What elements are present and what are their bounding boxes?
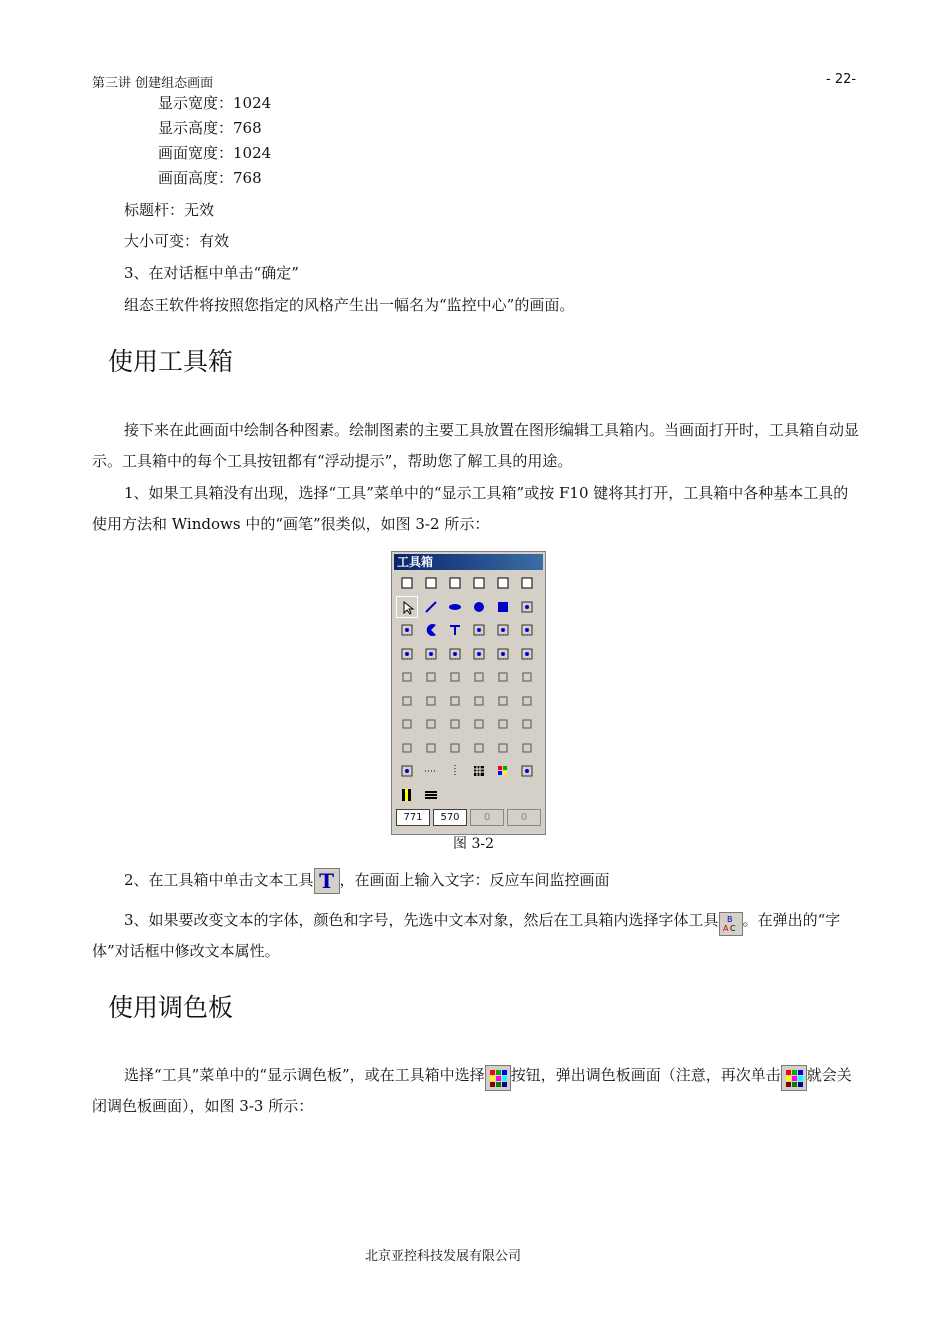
- toolbox-component-button[interactable]: [444, 643, 466, 665]
- header-page-number: - 22-: [826, 72, 857, 87]
- polyline-icon: [520, 600, 534, 614]
- toolbox-color-button[interactable]: [516, 760, 538, 782]
- option-resizable: 大小可变：有效: [124, 232, 230, 250]
- step3-text-b: 。在弹出的“字体”对话框中修改文本属性。: [92, 911, 841, 960]
- palette-text-b: 按钮，弹出调色板画面（注意，再次单击: [510, 1066, 781, 1084]
- pipe-icon: [400, 623, 414, 637]
- toolbox-trend-button[interactable]: [468, 643, 490, 665]
- toolbox-row: [396, 760, 538, 782]
- result-text: 组态王软件将按照您指定的风格产生出一幅名为“监控中心”的画面。: [124, 296, 575, 314]
- toolbox-row: [396, 572, 538, 594]
- setting-display-height: 显示高度：768: [158, 119, 262, 137]
- toolbox-align-right-button[interactable]: [516, 737, 538, 759]
- align-right-icon: [520, 741, 534, 755]
- align-left-icon: [496, 741, 510, 755]
- distribute-icon: [472, 694, 486, 708]
- status-x-field: 771: [396, 809, 430, 826]
- figure-caption: 图 3-2: [453, 836, 494, 852]
- palette-text-c: 就会关闭调色板画面），如图 3-3 所示：: [92, 1066, 852, 1115]
- header-chapter: 第三讲 创建组态画面: [92, 76, 214, 91]
- toolbox-row: [396, 737, 538, 759]
- toolbox-rounded-rect-button[interactable]: [468, 619, 490, 641]
- picture-icon: [424, 647, 438, 661]
- toolbox-open-button[interactable]: [420, 572, 442, 594]
- toolbox-pie-button[interactable]: [420, 619, 442, 641]
- footer-company: 北京亚控科技发展有限公司: [365, 1249, 522, 1264]
- dotted-line-icon: [424, 764, 438, 778]
- toolbox-print-button[interactable]: [492, 572, 514, 594]
- toolbox-row: [396, 619, 538, 641]
- front-icon: [520, 694, 534, 708]
- ellipse-fill-icon: [448, 600, 462, 614]
- cut-icon: [472, 670, 486, 684]
- align-bottom-icon: [472, 741, 486, 755]
- toolbox-group-button[interactable]: [420, 690, 442, 712]
- toolbox-row: [396, 596, 538, 618]
- toolbox-import-button[interactable]: [444, 572, 466, 594]
- line-style-icon: [424, 788, 438, 802]
- paragraph-step2: [124, 866, 610, 894]
- toolbox-palette-button[interactable]: [492, 760, 514, 782]
- paragraph-intro: 接下来在此画面中绘制各种图素。绘制图素的主要工具放置在图形编辑工具箱内。当画面打开时，工具箱自动显示。工具箱中的每个工具按钮都有“浮动提示”，帮助您了解工具的用途。: [92, 421, 860, 470]
- toolbox-align-button[interactable]: [396, 690, 418, 712]
- setting-canvas-height: 画面高度：768: [158, 169, 262, 187]
- toolbox-flip-button[interactable]: [444, 713, 466, 735]
- layer-icon: [472, 717, 486, 731]
- spacing-icon: [520, 717, 534, 731]
- undo-icon: [424, 670, 438, 684]
- toolbox-cut-button[interactable]: [468, 666, 490, 688]
- palette-tool-icon: [485, 1065, 511, 1091]
- import-icon: [448, 576, 462, 590]
- toolbox-status-bar: [396, 809, 541, 826]
- paste-icon: [520, 670, 534, 684]
- video-icon: [400, 670, 414, 684]
- toolbox-front-button[interactable]: [516, 690, 538, 712]
- toolbox-row: [396, 690, 538, 712]
- toolbox-circle-button[interactable]: [468, 596, 490, 618]
- print-icon: [496, 576, 510, 590]
- toolbox-rotate-button[interactable]: [420, 713, 442, 735]
- paragraph-step3: [92, 905, 860, 967]
- svg-text:A: A: [722, 924, 729, 933]
- vertical-dots-icon: [448, 764, 462, 778]
- back-icon: [400, 717, 414, 731]
- rotate-icon: [424, 717, 438, 731]
- toolbox-row: [396, 713, 538, 735]
- section-title-toolbox: 使用工具箱: [108, 347, 234, 376]
- text-icon: [448, 623, 462, 637]
- align-icon: [400, 694, 414, 708]
- palette-icon: [496, 764, 510, 778]
- align-top-icon: [400, 741, 414, 755]
- ungroup-icon: [448, 694, 462, 708]
- toolbox-redo-button[interactable]: [444, 666, 466, 688]
- align-middle-icon: [424, 741, 438, 755]
- toolbox-new-button[interactable]: [396, 572, 418, 594]
- toolbox-arrange-button[interactable]: [492, 713, 514, 735]
- open-icon: [424, 576, 438, 590]
- toolbox-align-bottom-button[interactable]: [468, 737, 490, 759]
- toolbox-ungroup-button[interactable]: [444, 690, 466, 712]
- trend-icon: [472, 647, 486, 661]
- group-icon: [424, 694, 438, 708]
- step2-text-a: 2、在工具箱中单击文本工具: [124, 871, 314, 889]
- toolbox-layer-button[interactable]: [468, 713, 490, 735]
- paragraph-step1: 1、如果工具箱没有出现，选择“工具”菜单中的“显示工具箱”或按 F10 键将其打开，工具箱中各种基本工具的使用方法和 Windows 中的“画笔”很类似，如图 3-2 所示：: [92, 484, 849, 533]
- toolbox-row: [396, 784, 442, 806]
- step-confirm: 3、在对话框中单击“确定”: [124, 264, 299, 282]
- arrange-icon: [496, 717, 510, 731]
- toolbox-align-middle-button[interactable]: [420, 737, 442, 759]
- svg-text:C: C: [729, 924, 736, 933]
- toolbox-spacing-button[interactable]: [516, 713, 538, 735]
- palette-text-a: 选择“工具”菜单中的“显示调色板”，或在工具箱中选择: [124, 1066, 485, 1084]
- paragraph-palette: [92, 1060, 860, 1122]
- setting-canvas-width: 画面宽度：1024: [158, 144, 272, 162]
- toolbox-title-bar: 工具箱: [394, 554, 543, 570]
- toolbox-copy-button[interactable]: [492, 666, 514, 688]
- palette-tool-icon-2: [781, 1065, 807, 1091]
- toolbox-symbol-button[interactable]: [396, 643, 418, 665]
- toolbox-polyline-button[interactable]: [516, 596, 538, 618]
- toolbox-control-button[interactable]: [492, 643, 514, 665]
- fill-icon: [400, 788, 414, 802]
- distribute-h-icon: [400, 764, 414, 778]
- rectangle-icon: [496, 600, 510, 614]
- toolbox-report-button[interactable]: [492, 619, 514, 641]
- toolbox-align-top-button[interactable]: [396, 737, 418, 759]
- step3-text-a: 3、如果要改变文本的字体，颜色和字号，先选中文本对象，然后在工具箱内选择字体工具: [124, 911, 719, 929]
- toolbox-percent-button[interactable]: [516, 643, 538, 665]
- percent-icon: [520, 647, 534, 661]
- toolbox-window: [391, 551, 546, 835]
- toolbox-distribute-h-button[interactable]: [396, 760, 418, 782]
- status-width-field: 0: [470, 809, 504, 826]
- toolbox-pipe-button[interactable]: [396, 619, 418, 641]
- toolbox-grid-button[interactable]: [468, 760, 490, 782]
- circle-icon: [472, 600, 486, 614]
- toolbox-line-button[interactable]: [420, 596, 442, 618]
- toolbox-picture-button[interactable]: [420, 643, 442, 665]
- setting-display-width: 显示宽度：1024: [158, 94, 272, 112]
- copy-icon: [496, 670, 510, 684]
- control-icon: [496, 647, 510, 661]
- merge-icon: [496, 694, 510, 708]
- pie-icon: [424, 623, 438, 637]
- toolbox-export-button[interactable]: [516, 572, 538, 594]
- symbol-icon: [400, 647, 414, 661]
- toolbox-save-button[interactable]: [468, 572, 490, 594]
- tree-icon: [520, 623, 534, 637]
- toolbox-align-center-button[interactable]: [444, 737, 466, 759]
- svg-text:B: B: [726, 915, 733, 924]
- grid-icon: [472, 764, 486, 778]
- toolbox-text-button[interactable]: [444, 619, 466, 641]
- component-icon: [448, 647, 462, 661]
- section-title-palette: 使用调色板: [108, 993, 234, 1022]
- toolbox-ellipse-fill-button[interactable]: [444, 596, 466, 618]
- rounded-rect-icon: [472, 623, 486, 637]
- toolbox-merge-button[interactable]: [492, 690, 514, 712]
- toolbox-rectangle-button[interactable]: [492, 596, 514, 618]
- color-icon: [520, 764, 534, 778]
- toolbox-tree-button[interactable]: [516, 619, 538, 641]
- toolbox-fill-button[interactable]: [396, 784, 418, 806]
- toolbox-dotted-line-button[interactable]: [420, 760, 442, 782]
- toolbox-distribute-button[interactable]: [468, 690, 490, 712]
- status-height-field: 0: [507, 809, 541, 826]
- toolbox-align-left-button[interactable]: [492, 737, 514, 759]
- new-icon: [400, 576, 414, 590]
- toolbox-pointer-button[interactable]: [396, 596, 418, 618]
- status-y-field: 570: [433, 809, 467, 826]
- font-tool-icon: [719, 912, 743, 936]
- toolbox-vertical-dots-button[interactable]: [444, 760, 466, 782]
- toolbox-undo-button[interactable]: [420, 666, 442, 688]
- pointer-icon: [401, 601, 415, 615]
- report-icon: [496, 623, 510, 637]
- line-icon: [424, 600, 438, 614]
- align-center-icon: [448, 741, 462, 755]
- toolbox-video-button[interactable]: [396, 666, 418, 688]
- toolbox-back-button[interactable]: [396, 713, 418, 735]
- text-tool-icon: [314, 868, 340, 894]
- toolbox-paste-button[interactable]: [516, 666, 538, 688]
- save-icon: [472, 576, 486, 590]
- step2-text-b: ，在画面上输入文字：反应车间监控画面: [339, 871, 610, 889]
- redo-icon: [448, 670, 462, 684]
- option-title-bar: 标题杆：无效: [124, 201, 215, 219]
- toolbox-line-style-button[interactable]: [420, 784, 442, 806]
- text-tool-glyph: T: [319, 869, 334, 893]
- toolbox-row: [396, 666, 538, 688]
- toolbox-row: [396, 643, 538, 665]
- flip-icon: [448, 717, 462, 731]
- export-icon: [520, 576, 534, 590]
